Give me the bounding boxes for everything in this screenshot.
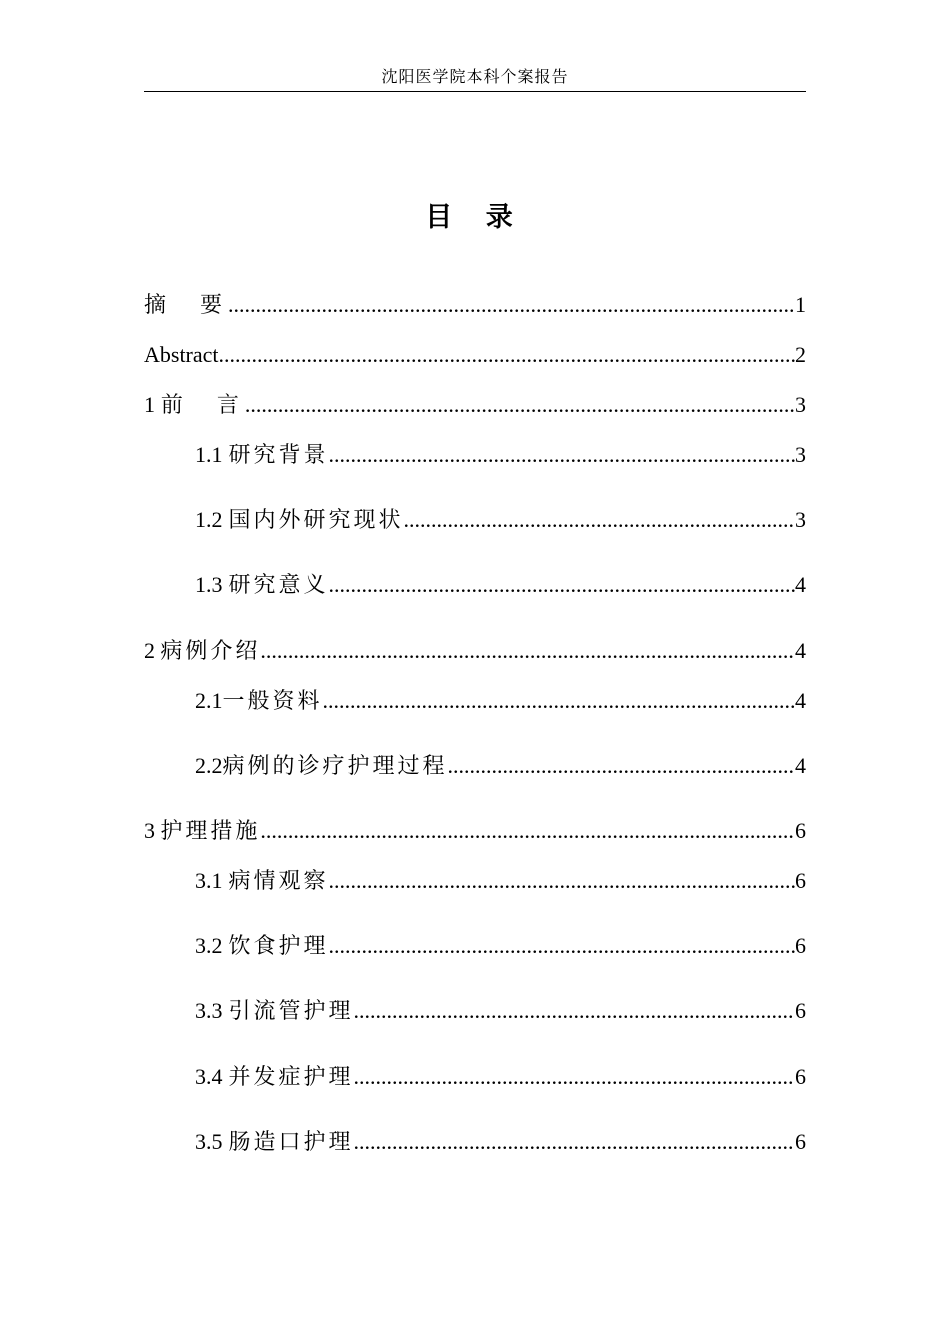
toc-entry-label: 引流管护理	[228, 998, 354, 1023]
toc-page-number: 6	[795, 818, 806, 843]
toc-entry-section-3-1[interactable]	[195, 866, 806, 896]
toc-page-number: 2	[795, 342, 806, 367]
page-header: 沈阳医学院本科个案报告	[381, 69, 569, 86]
toc-entry-number: 3.3	[195, 998, 223, 1023]
toc-leader	[323, 686, 795, 716]
toc-entry-label: 国内外研究现状	[228, 507, 404, 532]
toc-leader	[404, 505, 795, 535]
toc-entry-number: 3	[144, 818, 155, 843]
toc-entry-label: 研究背景	[228, 442, 329, 467]
toc-entry-chapter-3[interactable]	[144, 816, 806, 846]
toc-entry-label: Abstract	[144, 342, 219, 367]
toc-page-number: 1	[795, 292, 806, 317]
toc-entry-number: 3.4	[195, 1064, 223, 1089]
toc-entry-label: 一般资料	[222, 688, 323, 713]
toc-page-number: 6	[795, 998, 806, 1023]
toc-entry-section-3-4[interactable]	[195, 1062, 806, 1092]
toc-entry-label: 肠造口护理	[228, 1129, 354, 1154]
toc-entry-chapter-1[interactable]	[144, 390, 806, 420]
toc-page-number: 6	[795, 868, 806, 893]
toc-entry-section-3-5[interactable]	[195, 1127, 806, 1157]
toc-leader	[329, 866, 795, 896]
toc-entry-label: 饮食护理	[228, 933, 329, 958]
toc-leader	[329, 570, 795, 600]
toc-leader	[354, 996, 795, 1026]
toc-entry-abstract-en[interactable]	[144, 340, 806, 370]
toc-entry-number: 3.1	[195, 868, 223, 893]
toc-entry-number: 1	[144, 392, 155, 417]
toc-entry-label: 病情观察	[228, 868, 329, 893]
toc-entry-label: 病例的诊疗护理过程	[222, 753, 448, 778]
toc-page-number: 3	[795, 442, 806, 467]
toc-entry-label: 并发症护理	[228, 1064, 354, 1089]
toc-leader	[228, 290, 795, 320]
toc-page-number: 4	[795, 688, 806, 713]
toc-leader	[354, 1062, 795, 1092]
toc-page-number: 3	[795, 507, 806, 532]
toc-leader	[219, 340, 795, 370]
toc-page-number: 6	[795, 1064, 806, 1089]
toc-page-number: 4	[795, 572, 806, 597]
toc-entry-section-1-1[interactable]	[195, 440, 806, 470]
toc-leader	[354, 1127, 795, 1157]
toc-entry-number: 2.1	[195, 688, 223, 713]
toc-entry-label: 护理措施	[160, 818, 261, 843]
toc-entry-label: 摘 要	[144, 292, 229, 317]
toc-page-number: 6	[795, 1129, 806, 1154]
toc-entry-number: 1.1	[195, 442, 223, 467]
toc-leader	[245, 390, 795, 420]
toc-entry-section-1-2[interactable]	[195, 505, 806, 535]
toc-entry-number: 3.2	[195, 933, 223, 958]
toc-entry-label: 研究意义	[228, 572, 329, 597]
toc-entry-number: 1.2	[195, 507, 223, 532]
toc-entry-section-2-2[interactable]	[195, 751, 806, 781]
header-divider	[144, 91, 806, 92]
toc-page-number: 4	[795, 753, 806, 778]
toc-page-number: 4	[795, 638, 806, 663]
toc-entry-section-3-2[interactable]	[195, 931, 806, 961]
toc-entry-number: 1.3	[195, 572, 223, 597]
toc-leader	[260, 816, 795, 846]
toc-entry-abstract-cn[interactable]	[144, 290, 806, 320]
toc-entry-chapter-2[interactable]	[144, 636, 806, 666]
toc-entry-number: 3.5	[195, 1129, 223, 1154]
toc-entry-section-2-1[interactable]	[195, 686, 806, 716]
toc-leader	[448, 751, 795, 781]
toc-entry-label: 病例介绍	[160, 638, 261, 663]
toc-entry-section-1-3[interactable]	[195, 570, 806, 600]
toc-leader	[260, 636, 795, 666]
toc-page-number: 6	[795, 933, 806, 958]
toc-title: 目 录	[425, 202, 525, 233]
toc-leader	[329, 931, 795, 961]
toc-entry-number: 2.2	[195, 753, 223, 778]
toc-page-number: 3	[795, 392, 806, 417]
toc-leader	[329, 440, 795, 470]
toc-entry-section-3-3[interactable]	[195, 996, 806, 1026]
toc-entry-number: 2	[144, 638, 155, 663]
toc-entry-label: 前 言	[160, 392, 245, 417]
